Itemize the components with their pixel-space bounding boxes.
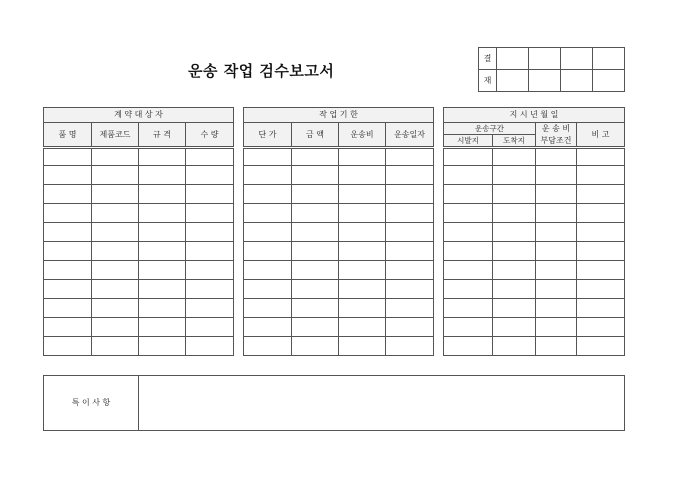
table-cell[interactable]: [577, 299, 625, 318]
table-cell[interactable]: [536, 280, 577, 299]
table-cell[interactable]: [493, 185, 536, 204]
table-cell[interactable]: [493, 318, 536, 337]
contract-section: [43, 107, 234, 356]
column-header-item-name: 품 명: [44, 123, 92, 148]
column-header-amount: 금 액: [292, 123, 339, 148]
table-cell[interactable]: [386, 242, 434, 261]
table-row: [444, 280, 625, 299]
table-cell[interactable]: [444, 299, 493, 318]
table-cell[interactable]: [186, 280, 234, 299]
table-cell[interactable]: [92, 280, 139, 299]
table-cell[interactable]: [339, 318, 386, 337]
table-cell[interactable]: [244, 223, 292, 242]
table-cell[interactable]: [493, 166, 536, 185]
table-cell[interactable]: [493, 337, 536, 356]
table-cell[interactable]: [493, 280, 536, 299]
table-cell[interactable]: [444, 223, 493, 242]
table-cell[interactable]: [493, 148, 536, 166]
table-cell[interactable]: [139, 280, 186, 299]
table-row: [44, 148, 234, 166]
table-cell[interactable]: [536, 242, 577, 261]
table-cell[interactable]: [186, 242, 234, 261]
table-row: [444, 185, 625, 204]
table-cell[interactable]: [536, 223, 577, 242]
table-row: [444, 242, 625, 261]
work-period-section-title: 작 업 기 한: [244, 108, 434, 123]
table-row: [244, 280, 434, 299]
table-cell[interactable]: [292, 261, 339, 280]
table-cell[interactable]: [244, 185, 292, 204]
table-cell[interactable]: [92, 185, 139, 204]
table-cell[interactable]: [536, 204, 577, 223]
column-header-destination: 도착지: [493, 135, 536, 148]
table-cell[interactable]: [444, 337, 493, 356]
table-cell[interactable]: [339, 148, 386, 166]
table-cell[interactable]: [139, 337, 186, 356]
table-cell[interactable]: [44, 223, 92, 242]
table-cell[interactable]: [386, 166, 434, 185]
table-row: [244, 148, 434, 166]
table-row: [44, 318, 234, 337]
table-row: [44, 261, 234, 280]
table-cell[interactable]: [139, 261, 186, 280]
table-cell[interactable]: [139, 204, 186, 223]
table-cell[interactable]: [339, 185, 386, 204]
table-cell[interactable]: [386, 261, 434, 280]
table-cell[interactable]: [139, 242, 186, 261]
table-cell[interactable]: [339, 166, 386, 185]
table-cell[interactable]: [292, 204, 339, 223]
approval-label-top: 결: [479, 48, 497, 70]
approval-cell[interactable]: [561, 70, 593, 92]
table-row: [44, 337, 234, 356]
approval-cell[interactable]: [497, 48, 529, 70]
table-cell[interactable]: [536, 185, 577, 204]
table-cell[interactable]: [292, 242, 339, 261]
table-cell[interactable]: [339, 299, 386, 318]
table-cell[interactable]: [493, 261, 536, 280]
contract-rows: [44, 148, 234, 356]
table-cell[interactable]: [186, 318, 234, 337]
table-row: [244, 242, 434, 261]
column-header-origin: 시발지: [444, 135, 493, 148]
table-cell[interactable]: [92, 204, 139, 223]
table-row: [444, 261, 625, 280]
approval-box: [478, 47, 625, 92]
table-cell[interactable]: [536, 318, 577, 337]
table-cell[interactable]: [44, 261, 92, 280]
table-cell[interactable]: [44, 299, 92, 318]
table-cell[interactable]: [139, 223, 186, 242]
table-cell[interactable]: [244, 166, 292, 185]
table-cell[interactable]: [444, 204, 493, 223]
instructions-section-title: 지 시 년 월 일: [444, 108, 625, 123]
approval-cell[interactable]: [529, 48, 561, 70]
table-cell[interactable]: [339, 223, 386, 242]
table-row: [244, 261, 434, 280]
table-cell[interactable]: [244, 148, 292, 166]
column-header-spec: 규 격: [139, 123, 186, 148]
table-cell[interactable]: [493, 242, 536, 261]
table-cell[interactable]: [186, 148, 234, 166]
table-cell[interactable]: [44, 166, 92, 185]
table-cell[interactable]: [536, 261, 577, 280]
column-header-shipping-cost: 운송비: [339, 123, 386, 148]
table-cell[interactable]: [339, 337, 386, 356]
approval-label-bottom: 재: [479, 70, 497, 92]
table-cell[interactable]: [44, 204, 92, 223]
table-cell[interactable]: [577, 166, 625, 185]
table-cell[interactable]: [444, 148, 493, 166]
approval-cell[interactable]: [529, 70, 561, 92]
table-cell[interactable]: [386, 148, 434, 166]
table-row: [244, 299, 434, 318]
table-cell[interactable]: [292, 280, 339, 299]
table-cell[interactable]: [244, 318, 292, 337]
table-cell[interactable]: [339, 242, 386, 261]
table-cell[interactable]: [44, 280, 92, 299]
table-cell[interactable]: [292, 185, 339, 204]
table-row: [444, 318, 625, 337]
document-title: 운송 작업 검수보고서: [188, 62, 335, 80]
table-cell[interactable]: [577, 337, 625, 356]
table-row: [244, 337, 434, 356]
table-cell[interactable]: [44, 148, 92, 166]
table-cell[interactable]: [339, 261, 386, 280]
table-cell[interactable]: [577, 204, 625, 223]
notes-field[interactable]: [139, 376, 625, 431]
table-row: [244, 185, 434, 204]
table-cell[interactable]: [139, 185, 186, 204]
notes-section: [43, 375, 625, 431]
table-cell[interactable]: [244, 242, 292, 261]
table-cell[interactable]: [292, 337, 339, 356]
column-header-product-code: 제품코드: [92, 123, 139, 148]
table-cell[interactable]: [292, 148, 339, 166]
approval-cell[interactable]: [593, 70, 625, 92]
table-cell[interactable]: [44, 242, 92, 261]
table-cell[interactable]: [44, 185, 92, 204]
work-period-section: [243, 107, 434, 356]
table-cell[interactable]: [244, 280, 292, 299]
table-cell[interactable]: [536, 166, 577, 185]
table-row: [444, 223, 625, 242]
table-cell[interactable]: [186, 166, 234, 185]
table-cell[interactable]: [92, 242, 139, 261]
table-cell[interactable]: [577, 185, 625, 204]
table-cell[interactable]: [244, 299, 292, 318]
column-header-cost-terms: [536, 123, 577, 148]
table-cell[interactable]: [386, 299, 434, 318]
table-row: [44, 280, 234, 299]
table-row: [444, 148, 625, 166]
approval-cell[interactable]: [497, 70, 529, 92]
notes-label: 특 이 사 항: [44, 376, 139, 431]
table-row: [244, 223, 434, 242]
table-row: [44, 223, 234, 242]
table-cell[interactable]: [186, 299, 234, 318]
table-cell[interactable]: [577, 223, 625, 242]
table-cell[interactable]: [92, 148, 139, 166]
table-cell[interactable]: [186, 261, 234, 280]
table-cell[interactable]: [577, 242, 625, 261]
table-cell[interactable]: [44, 337, 92, 356]
cost-terms-line1: 운 송 비: [541, 123, 571, 133]
table-cell[interactable]: [186, 185, 234, 204]
table-cell[interactable]: [92, 299, 139, 318]
column-header-unit-price: 단 가: [244, 123, 292, 148]
table-cell[interactable]: [186, 337, 234, 356]
instructions-rows: [444, 148, 625, 356]
table-cell[interactable]: [292, 166, 339, 185]
table-cell[interactable]: [92, 337, 139, 356]
table-cell[interactable]: [444, 261, 493, 280]
column-header-remarks: 비 고: [577, 123, 625, 148]
table-row: [44, 166, 234, 185]
table-cell[interactable]: [493, 299, 536, 318]
table-cell[interactable]: [444, 185, 493, 204]
instructions-section: [443, 107, 625, 356]
approval-cell[interactable]: [593, 48, 625, 70]
table-row: [244, 204, 434, 223]
contract-section-title: 계 약 대 상 자: [44, 108, 234, 123]
table-cell[interactable]: [444, 242, 493, 261]
table-cell[interactable]: [244, 261, 292, 280]
table-cell[interactable]: [536, 299, 577, 318]
table-row: [244, 318, 434, 337]
table-cell[interactable]: [444, 166, 493, 185]
work-period-rows: [244, 148, 434, 356]
table-cell[interactable]: [577, 261, 625, 280]
table-cell[interactable]: [244, 337, 292, 356]
table-cell[interactable]: [577, 318, 625, 337]
table-row: [444, 204, 625, 223]
table-cell[interactable]: [186, 223, 234, 242]
cost-terms-line2: 부담조건: [540, 135, 572, 145]
table-cell[interactable]: [92, 261, 139, 280]
table-cell[interactable]: [386, 318, 434, 337]
table-cell[interactable]: [292, 299, 339, 318]
table-cell[interactable]: [339, 280, 386, 299]
table-cell[interactable]: [139, 166, 186, 185]
table-row: [444, 299, 625, 318]
column-header-shipping-date: 운송일자: [386, 123, 434, 148]
table-row: [44, 242, 234, 261]
column-header-quantity: 수 량: [186, 123, 234, 148]
table-row: [44, 204, 234, 223]
table-cell[interactable]: [536, 337, 577, 356]
table-cell[interactable]: [386, 280, 434, 299]
table-cell[interactable]: [577, 148, 625, 166]
table-cell[interactable]: [244, 204, 292, 223]
table-cell[interactable]: [139, 299, 186, 318]
table-row: [44, 299, 234, 318]
table-cell[interactable]: [292, 318, 339, 337]
table-cell[interactable]: [444, 280, 493, 299]
table-row: [444, 166, 625, 185]
table-cell[interactable]: [339, 204, 386, 223]
table-cell[interactable]: [386, 185, 434, 204]
table-cell[interactable]: [44, 318, 92, 337]
table-row: [44, 185, 234, 204]
table-row: [444, 337, 625, 356]
table-cell[interactable]: [386, 204, 434, 223]
table-cell[interactable]: [536, 148, 577, 166]
table-cell[interactable]: [139, 318, 186, 337]
table-cell[interactable]: [92, 318, 139, 337]
approval-cell[interactable]: [561, 48, 593, 70]
table-cell[interactable]: [493, 204, 536, 223]
table-cell[interactable]: [577, 280, 625, 299]
table-cell[interactable]: [386, 223, 434, 242]
table-cell[interactable]: [292, 223, 339, 242]
table-cell[interactable]: [444, 318, 493, 337]
column-header-route-group: 운송구간: [444, 123, 536, 135]
table-cell[interactable]: [186, 204, 234, 223]
table-cell[interactable]: [92, 166, 139, 185]
table-cell[interactable]: [139, 148, 186, 166]
table-row: [244, 166, 434, 185]
table-cell[interactable]: [92, 223, 139, 242]
table-cell[interactable]: [493, 223, 536, 242]
table-cell[interactable]: [386, 337, 434, 356]
